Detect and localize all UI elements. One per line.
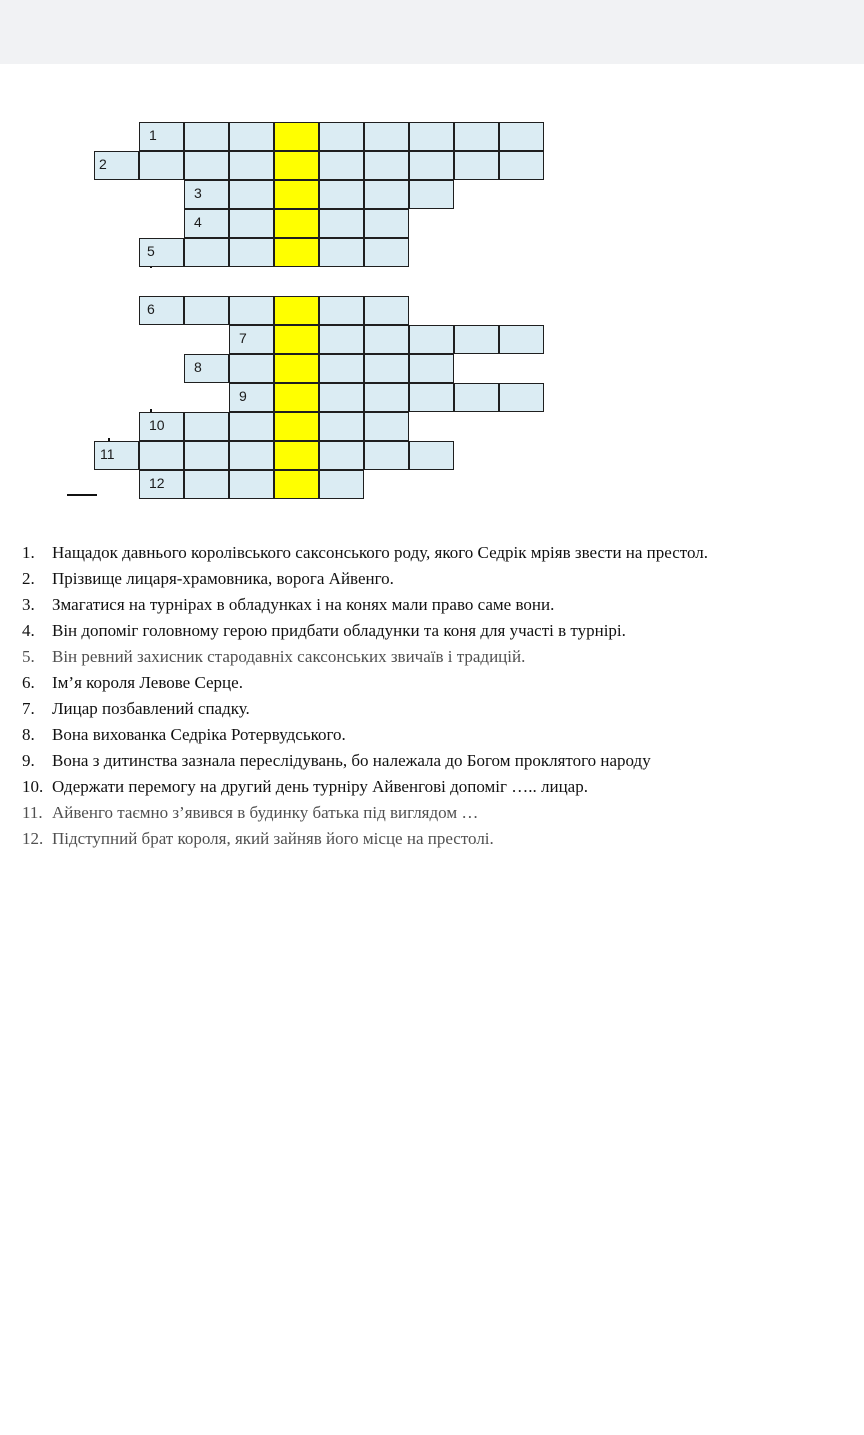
key-column-cell[interactable] xyxy=(274,238,319,267)
crossword-cell[interactable] xyxy=(499,122,544,151)
clue-item xyxy=(22,774,708,800)
clue-number: 11. xyxy=(22,803,43,822)
crossword-cell[interactable] xyxy=(139,151,184,180)
row-number-label: 10 xyxy=(149,417,165,433)
row-number-label: 5 xyxy=(147,243,155,259)
clue-number: 8. xyxy=(22,725,35,744)
crossword-cell[interactable] xyxy=(229,122,274,151)
clue-text: Підступний брат короля, який зайняв його місце на престолі. xyxy=(52,829,494,848)
crossword-cell[interactable] xyxy=(409,383,454,412)
clue-item xyxy=(22,800,708,826)
crossword-cell[interactable] xyxy=(229,354,274,383)
crossword-cell[interactable] xyxy=(454,122,499,151)
crossword-cell[interactable] xyxy=(229,470,274,499)
clue-item xyxy=(22,566,708,592)
key-column-cell[interactable] xyxy=(274,122,319,151)
clue-item xyxy=(22,618,708,644)
crossword-cell[interactable] xyxy=(319,151,364,180)
clue-item xyxy=(22,540,708,566)
crossword-cell[interactable] xyxy=(184,441,229,470)
clue-number: 3. xyxy=(22,595,35,614)
crossword-cell[interactable] xyxy=(319,354,364,383)
row-number-label: 11 xyxy=(100,446,115,462)
row-number-label: 12 xyxy=(149,475,165,491)
crossword-cell[interactable] xyxy=(364,122,409,151)
key-column-cell[interactable] xyxy=(274,296,319,325)
crossword-cell[interactable] xyxy=(409,151,454,180)
crossword-cell[interactable] xyxy=(229,180,274,209)
crossword-grid xyxy=(0,0,864,520)
crossword-cell[interactable] xyxy=(364,412,409,441)
crossword-cell[interactable] xyxy=(184,296,229,325)
crossword-cell[interactable] xyxy=(319,180,364,209)
clue-text: Прізвище лицаря-храмовника, ворога Айвенго. xyxy=(52,569,394,588)
key-column-cell[interactable] xyxy=(274,151,319,180)
clue-text: Вона вихованка Седріка Ротервудського. xyxy=(52,725,346,744)
crossword-cell[interactable] xyxy=(319,412,364,441)
crossword-cell[interactable] xyxy=(184,209,229,238)
clue-number: 10. xyxy=(22,777,44,796)
crossword-cell[interactable] xyxy=(364,296,409,325)
crossword-cell[interactable] xyxy=(409,122,454,151)
crossword-cell[interactable] xyxy=(319,383,364,412)
clue-number: 2. xyxy=(22,569,35,588)
crossword-cell[interactable] xyxy=(364,238,409,267)
clue-text: Ім’я короля Левове Серце. xyxy=(52,673,243,692)
clue-text: Він ревний захисник стародавніх саксонських звичаїв і традицій. xyxy=(52,647,526,666)
key-column-cell[interactable] xyxy=(274,354,319,383)
row-number-label: 4 xyxy=(194,214,202,230)
crossword-cell[interactable] xyxy=(499,325,544,354)
clue-number: 9. xyxy=(22,751,35,770)
crossword-cell[interactable] xyxy=(184,180,229,209)
key-column-cell[interactable] xyxy=(274,383,319,412)
crossword-cell[interactable] xyxy=(319,325,364,354)
clue-list xyxy=(22,540,708,852)
crossword-cell[interactable] xyxy=(139,296,184,325)
clue-item xyxy=(22,826,708,852)
key-column-cell[interactable] xyxy=(274,325,319,354)
clue-text: Він допоміг головному герою придбати обладунки та коня для участі в турнірі. xyxy=(52,621,626,640)
crossword-cell[interactable] xyxy=(364,441,409,470)
clue-number: 5. xyxy=(22,647,35,666)
key-column-cell[interactable] xyxy=(274,412,319,441)
crossword-cell[interactable] xyxy=(364,354,409,383)
crossword-cell[interactable] xyxy=(229,412,274,441)
crossword-cell[interactable] xyxy=(319,209,364,238)
crossword-cell[interactable] xyxy=(409,354,454,383)
clue-item xyxy=(22,592,708,618)
crossword-cell[interactable] xyxy=(409,180,454,209)
crossword-cell[interactable] xyxy=(454,325,499,354)
clue-item xyxy=(22,748,708,774)
crossword-cell[interactable] xyxy=(364,209,409,238)
crossword-cell[interactable] xyxy=(229,383,274,412)
crossword-cell[interactable] xyxy=(409,441,454,470)
clue-text: Нащадок давнього королівського саксонського роду, якого Седрік мріяв звести на престол. xyxy=(52,543,709,562)
crossword-cell[interactable] xyxy=(184,354,229,383)
stroke-mark xyxy=(67,494,97,496)
crossword-cell[interactable] xyxy=(319,296,364,325)
clue-item xyxy=(22,670,708,696)
row-number-label: 6 xyxy=(147,301,155,317)
crossword-cell[interactable] xyxy=(499,151,544,180)
crossword-cell[interactable] xyxy=(184,412,229,441)
crossword-cell[interactable] xyxy=(364,151,409,180)
clue-number: 12. xyxy=(22,829,44,848)
crossword-cell[interactable] xyxy=(184,122,229,151)
row-number-label: 1 xyxy=(149,127,157,143)
key-column-cell[interactable] xyxy=(274,180,319,209)
crossword-cell[interactable] xyxy=(364,180,409,209)
row-number-label: 7 xyxy=(239,330,247,346)
crossword-cell[interactable] xyxy=(229,325,274,354)
crossword-cell[interactable] xyxy=(229,441,274,470)
row-number-label: 9 xyxy=(239,388,247,404)
crossword-cell[interactable] xyxy=(319,238,364,267)
row-number-label: 3 xyxy=(194,185,202,201)
key-column-cell[interactable] xyxy=(274,209,319,238)
clue-text: Айвенго таємно з’явився в будинку батька під виглядом … xyxy=(52,803,479,822)
crossword-cell[interactable] xyxy=(364,325,409,354)
crossword-cell[interactable] xyxy=(229,296,274,325)
crossword-cell[interactable] xyxy=(229,238,274,267)
key-column-cell[interactable] xyxy=(274,441,319,470)
crossword-cell[interactable] xyxy=(454,151,499,180)
clue-item xyxy=(22,696,708,722)
clue-item xyxy=(22,722,708,748)
clue-text: Одержати перемогу на другий день турніру Айвенгові допоміг ….. лицар. xyxy=(52,777,588,796)
crossword-cell[interactable] xyxy=(364,383,409,412)
crossword-cell[interactable] xyxy=(409,325,454,354)
clue-text: Лицар позбавлений спадку. xyxy=(52,699,250,718)
crossword-cell[interactable] xyxy=(184,151,229,180)
clue-item xyxy=(22,644,708,670)
crossword-cell[interactable] xyxy=(184,238,229,267)
crossword-cell[interactable] xyxy=(319,441,364,470)
crossword-cell[interactable] xyxy=(319,122,364,151)
clue-text: Вона з дитинства зазнала переслідувань, бо належала до Богом проклятого народу xyxy=(52,751,651,770)
crossword-cell[interactable] xyxy=(139,441,184,470)
clue-text: Змагатися на турнірах в обладунках і на конях мали право саме вони. xyxy=(52,595,555,614)
clue-number: 4. xyxy=(22,621,35,640)
clue-number: 1. xyxy=(22,543,35,562)
crossword-cell[interactable] xyxy=(139,238,184,267)
crossword-cell[interactable] xyxy=(229,151,274,180)
crossword-cell[interactable] xyxy=(499,383,544,412)
crossword-cell[interactable] xyxy=(184,470,229,499)
crossword-cell[interactable] xyxy=(229,209,274,238)
clue-number: 7. xyxy=(22,699,35,718)
crossword-cell[interactable] xyxy=(139,122,184,151)
crossword-cell[interactable] xyxy=(319,470,364,499)
row-number-label: 8 xyxy=(194,359,202,375)
clue-number: 6. xyxy=(22,673,35,692)
key-column-cell[interactable] xyxy=(274,470,319,499)
crossword-cell[interactable] xyxy=(454,383,499,412)
row-number-label: 2 xyxy=(99,156,107,172)
